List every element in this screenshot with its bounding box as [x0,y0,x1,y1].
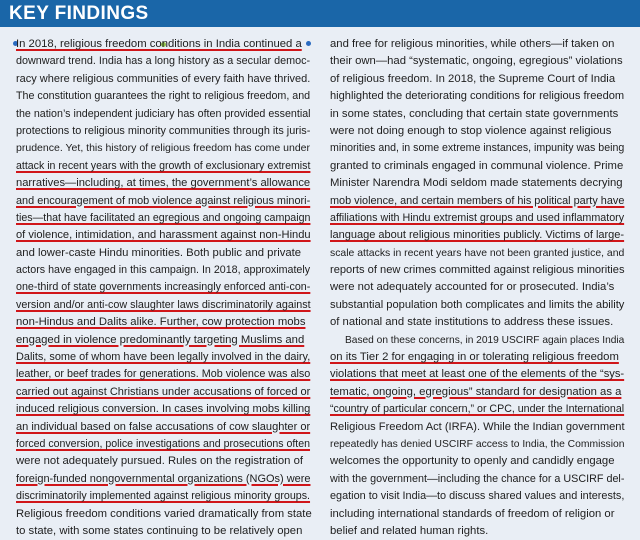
text-line: were not adequately pursued. Rules on the registration of [16,455,303,468]
text-line: mob violence, and certain members of his political party have [330,194,625,207]
text-line: Based on these concerns, in 2019 USCIRF again places India [345,334,625,346]
text-line: and free for religious minorities, while others—if taken on [330,38,615,50]
text-line: non-Hindus and Dalits alike. Further, cow protection mobs [16,316,306,329]
text-line: of religious freedom. In 2018, the Supreme Court of India [330,72,616,85]
text-line: violations that meet at least one of the elements of the “sys- [330,368,625,381]
text-line: Dalits, some of whom have been legally involved in the dairy, [16,351,311,364]
text-line: reports of new crimes committed against religious minorities [330,264,625,277]
text-line: downward trend. India has a long history as a secular democ- [16,55,311,68]
text-line: leather, or beef trades for generations. Mob violence was also [16,368,311,381]
text-line: attack in recent years with the growth of exclusionary extremist [16,159,311,172]
text-line: Religious freedom conditions varied dramatically from state [16,507,312,520]
text-line: foreign-funded nongovernmental organizations (NGOs) were [16,472,311,485]
text-line: scale attacks in recent years have not been granted justice, and [330,247,625,259]
header-bar [0,0,640,27]
text-line: discriminatorily implemented against religious minority groups. [16,490,311,503]
text-line: of violence, intimidation, and harassment against non-Hindu [16,229,311,242]
text-line: granted to criminals engaged in communal violence. Prime [330,159,624,172]
section-title: KEY FINDINGS [9,3,149,24]
text-line: racy where religious communities of every faith have thrived. [16,72,311,85]
text-line: “country of particular concern,” or CPC, under the International [330,403,625,416]
text-line: welcomes the opportunity to openly and candidly engage [330,455,615,468]
text-line: an individual based on false accusations of cow slaughter or [16,420,311,433]
text-line: In 2018, religious freedom conditions in India continued a [16,38,302,50]
text-line: protections to religious minority communities through its juris- [16,124,311,137]
text-line: of national and state institutions to address these issues. [330,316,614,329]
text-line: the nation’s independent judiciary has often provided essential [16,107,311,120]
text-line: carried out against Christians under accusations of forced or [16,385,311,398]
text-line: their own—had “systematic, ongoing, egregious” violations [330,55,623,68]
text-line: language about religious minorities publicly. Victims of large- [330,229,625,242]
left-column [16,36,312,540]
text-line: with the government—including the chance for a USCIRF del- [330,472,625,485]
text-line: in some states, concluding that certain state governments [330,107,619,120]
text-line: prudence. Yet, this history of religious freedom has come under [16,142,311,155]
text-line: actors have engaged in this campaign. In 2018, approximately [16,264,311,277]
text-line: forced conversion, police investigations and prosecutions often [16,437,311,450]
text-line: ties—that have facilitated an egregious and ongoing campaign [16,211,311,224]
right-column [330,36,626,540]
text-line: Religious Freedom Act (IRFA). While the Indian government [330,420,625,433]
text-line: version and/or anti-cow slaughter laws discriminatorily against [16,298,311,311]
text-line: and encouragement of mob violence against religious minori- [16,194,311,207]
text-line: were not doing enough to stop violence against religious [330,124,612,137]
text-line: on its Tier 2 for engaging in or tolerating religious freedom [330,351,619,364]
text-line: egation to visit India—to discuss shared values and interests, [330,490,625,503]
text-line: Minister Narendra Modi seldom made statements decrying [330,177,623,190]
text-line: minorities and, in some extreme instances, impunity was being [330,142,625,155]
text-line: to state, with some states continuing to be relatively open [16,524,303,537]
text-line: affiliations with Hindu extremist groups and used inflammatory [330,211,625,224]
text-line: narratives—including, at times, the government’s allowance [16,177,311,190]
text-line: including international standards of freedom of religion or [330,507,615,520]
text-line: and lower-caste Hindu minorities. Both public and private [16,246,302,259]
text-line: repeatedly has denied USCIRF access to India, the Commission [330,438,625,450]
text-line: engaged in violence predominantly targeting Muslims and [16,333,305,346]
text-line: belief and related human rights. [330,524,489,537]
text-line: substantial population both complicates and limits the ability [330,298,625,311]
text-line: tematic, ongoing, egregious” standard for designation as a [330,385,622,398]
text-line: The constitution guarantees the right to religious freedom, and [16,90,311,103]
text-line: one-third of state governments increasingly enforced anti-con- [16,281,311,294]
text-line: induced religious conversion. In cases involving mobs killing [16,403,311,416]
text-line: were not adequately accounted for or prosecuted. India’s [330,281,615,294]
text-line: highlighted the deteriorating conditions for religious freedom [330,90,625,103]
